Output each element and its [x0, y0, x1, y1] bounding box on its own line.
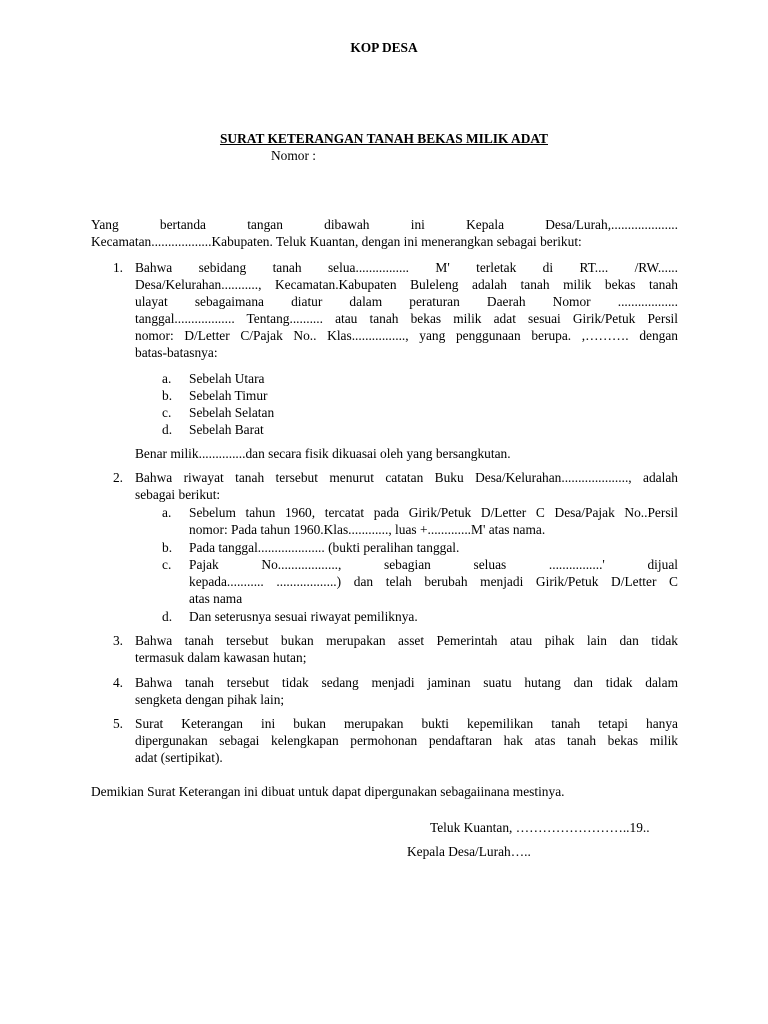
- item-1-after-text: Benar milik..............dan secara fisik dikuasai oleh yang bersangkutan.: [135, 446, 511, 461]
- item-2-sub-c-line: Pajak No.................., sebagian seluas ................' dijual: [189, 557, 678, 572]
- item-2-sub-c-line: kepada........... ..................) dan telah berubah menjadi Girik/Petuk D/Letter C: [189, 574, 678, 589]
- item-2-sub-letter: b.: [162, 540, 173, 555]
- document-number: Nomor :: [271, 148, 317, 163]
- item-3-number: 3.: [112, 633, 123, 648]
- item-4-line: Bahwa tanah tersebut tidak sedang menjadi jaminan suatu hutang dan tidak dalam: [135, 675, 678, 690]
- signatory-title: Kepala Desa/Lurah…..: [407, 844, 531, 859]
- item-1-line: ulayat sebagaimana diatur dalam peraturan Daerah Nomor ..................: [135, 294, 678, 309]
- letterhead: KOP DESA: [350, 40, 418, 55]
- item-1-text: [135, 259, 678, 361]
- item-1-sub-letter: d.: [162, 422, 173, 437]
- item-1-sub-letter: a.: [162, 371, 172, 386]
- item-5-line: Surat Keterangan ini bukan merupakan bukti kepemilikan tanah tetapi hanya: [135, 716, 678, 731]
- item-5-text: [135, 715, 678, 766]
- item-2-number: 2.: [112, 470, 123, 485]
- intro-line-2: Kecamatan..................Kabupaten. Teluk Kuantan, dengan ini menerangkan sebagai berikut:: [91, 234, 582, 249]
- item-1-sub-letter: b.: [162, 388, 173, 403]
- item-2-sub-b: Pada tanggal.................... (bukti peralihan tanggal.: [189, 540, 460, 555]
- item-5-number: 5.: [112, 716, 123, 731]
- place-date: Teluk Kuantan, ……………………..19..: [430, 820, 650, 835]
- item-3-line: termasuk dalam kawasan hutan;: [135, 650, 307, 665]
- item-1-line: Bahwa sebidang tanah selua................ M' terletak di RT.... /RW......: [135, 260, 678, 275]
- boundary-west: Sebelah Barat: [189, 422, 264, 437]
- item-4-line: sengketa dengan pihak lain;: [135, 692, 285, 707]
- item-2-sub-a-line: nomor: Pada tahun 1960.Klas............, luas +.............M' atas nama.: [189, 522, 546, 537]
- item-3-text: [135, 632, 678, 666]
- item-2-sub-a: [189, 504, 678, 538]
- boundary-north: Sebelah Utara: [189, 371, 265, 386]
- item-4-number: 4.: [112, 675, 123, 690]
- item-2-line: sebagai berikut:: [135, 487, 221, 502]
- item-2-sub-letter: d.: [162, 609, 173, 624]
- boundary-east: Sebelah Timur: [189, 388, 268, 403]
- item-1-number: 1.: [112, 260, 123, 275]
- document-title: SURAT KETERANGAN TANAH BEKAS MILIK ADAT: [219, 131, 548, 146]
- item-2-sub-a-line: Sebelum tahun 1960, tercatat pada Girik/Petuk D/Letter C Desa/Pajak No..Persil: [189, 505, 678, 520]
- item-1-line: Desa/Kelurahan..........., Kecamatan.Kabupaten Buleleng adalah tanah milik bekas tanah: [135, 277, 678, 292]
- item-3-line: Bahwa tanah tersebut bukan merupakan asset Pemerintah atau pihak lain dan tidak: [135, 633, 678, 648]
- item-5-line: dipergunakan sebagai kelengkapan permohonan pendaftaran hak atas tanah bekas milik: [135, 733, 678, 748]
- boundary-south: Sebelah Selatan: [189, 405, 275, 420]
- item-2-text: [135, 469, 678, 503]
- intro-line-1: Yang bertanda tangan dibawah ini Kepala Desa/Lurah,....................: [91, 217, 678, 232]
- item-1-line: nomor: D/Letter C/Pajak No.. Klas................, yang penggunaan berupa. ,………. dengan: [135, 328, 678, 343]
- item-5-line: adat (sertipikat).: [135, 750, 223, 765]
- item-1-line: tanggal.................. Tentang.......... atau tanah bekas milik adat sesuai Girik/Petuk Persil: [135, 311, 678, 326]
- closing-statement: Demikian Surat Keterangan ini dibuat untuk dapat dipergunakan sebagaiinana mestinya.: [91, 784, 565, 799]
- item-1-line: batas-batasnya:: [135, 345, 218, 360]
- item-2-sub-letter: c.: [162, 557, 172, 572]
- item-2-sub-c-line: atas nama: [189, 591, 243, 606]
- intro-paragraph: [91, 216, 678, 250]
- item-2-sub-letter: a.: [162, 505, 172, 520]
- item-1-sub-letter: c.: [162, 405, 172, 420]
- item-4-text: [135, 674, 678, 708]
- item-2-sub-d: Dan seterusnya sesuai riwayat pemiliknya.: [189, 609, 418, 624]
- item-2-sub-c: [189, 556, 678, 607]
- item-2-line: Bahwa riwayat tanah tersebut menurut catatan Buku Desa/Kelurahan...................., adalah: [135, 470, 678, 485]
